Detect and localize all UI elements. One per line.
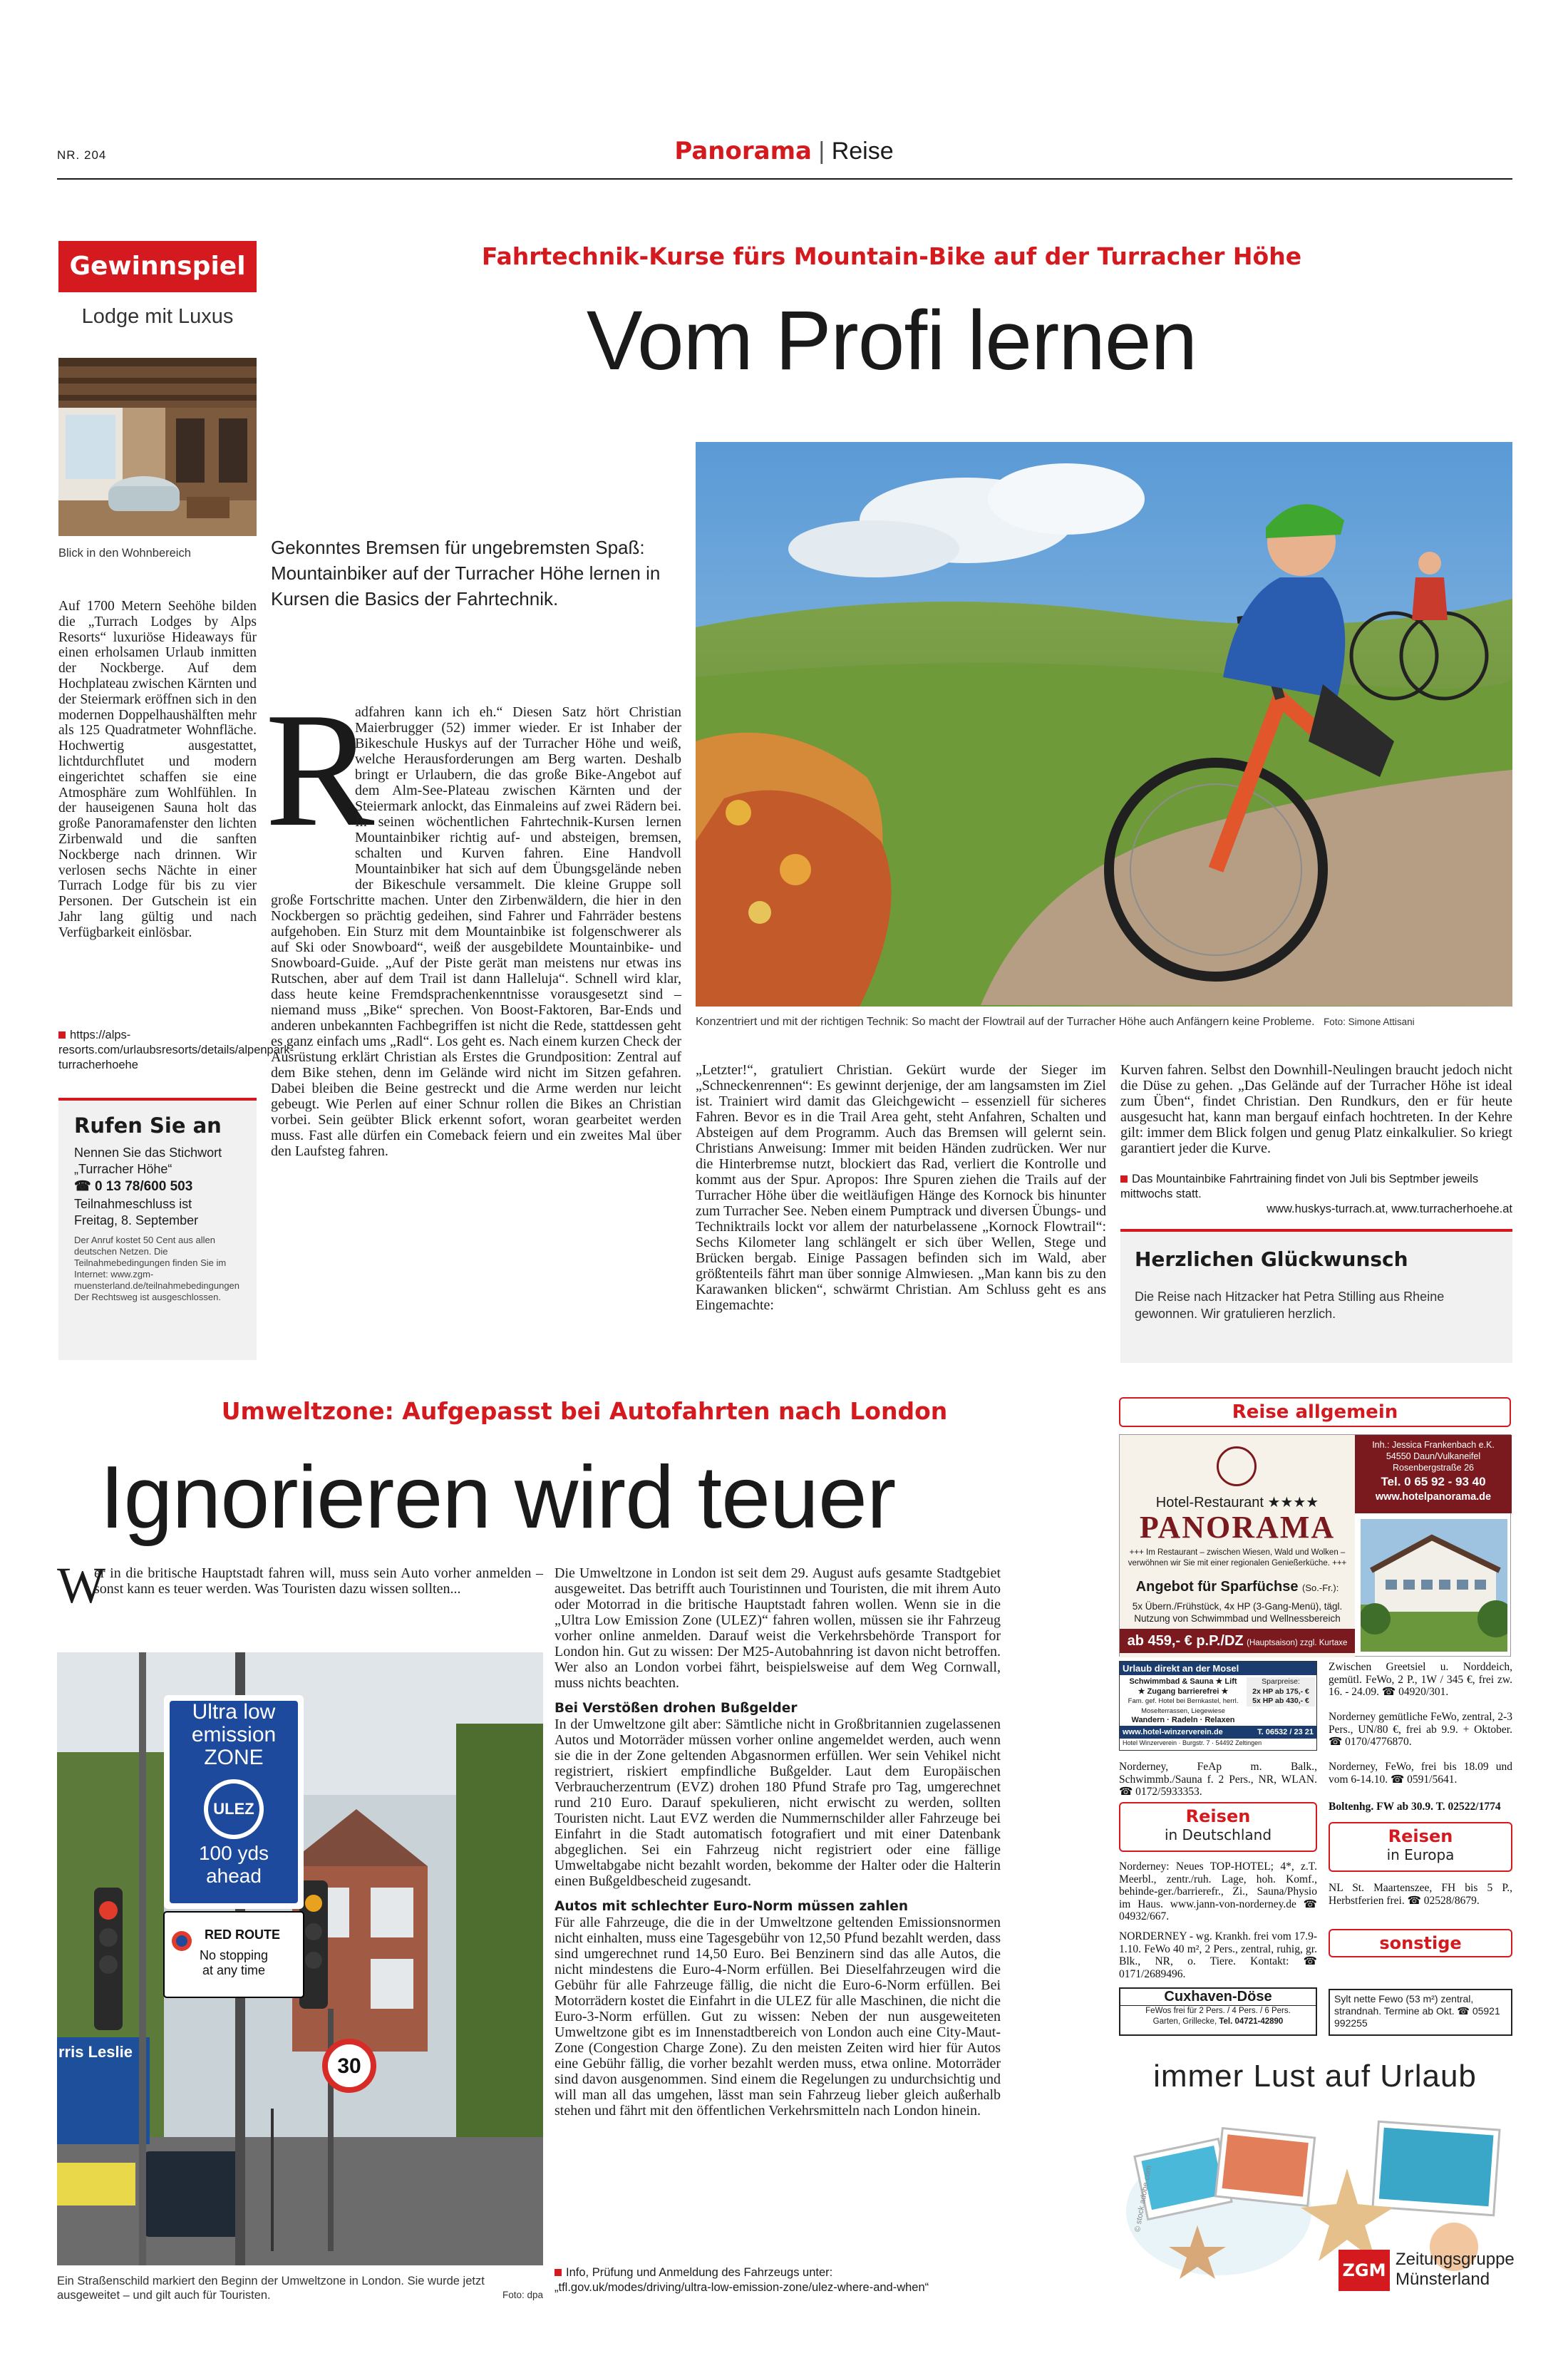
reisen-eu-t2: in Europa — [1386, 1846, 1455, 1863]
promo-title: immer Lust auf Urlaub — [1153, 2059, 1477, 2094]
sylt-ad: Sylt nette Fewo (53 m²) zentral, strandnah. Termine ab Okt. ☎ 05921 992255 — [1329, 1989, 1512, 2036]
mosel-ad — [1119, 1661, 1317, 1751]
mosel-prices — [1247, 1677, 1315, 1707]
ulez-photo-caption-text: Ein Straßenschild markiert den Beginn der Umweltzone in London. Sie wurde jetzt ausgeweitet – und gilt auch für Touristen. — [57, 2275, 485, 2302]
congrats-title: Herzlichen Glückwunsch — [1135, 1247, 1408, 1271]
lead-col1 — [271, 704, 681, 1374]
cux-tel: Tel. 04721-42890 — [1219, 2017, 1284, 2026]
hotel-name: PANORAMA — [1139, 1510, 1336, 1545]
call-keyword: „Turracher Höhe“ — [74, 1162, 172, 1176]
hotel-addr1: 54550 Daun/Vulkaneifel — [1386, 1451, 1481, 1461]
second-info-link[interactable]: „tfl.gov.uk/modes/driving/ultra-low-emission-zone/ulez-where-and-when“ — [555, 2281, 929, 2294]
zgm-brand — [1396, 2250, 1515, 2290]
cux-l2-wrap — [1120, 2017, 1316, 2027]
lead-photo — [696, 442, 1512, 1007]
second-info — [555, 2265, 1001, 2295]
reise-allgemein-header: Reise allgemein — [1119, 1397, 1511, 1427]
classified-greetsiel: Zwischen Greetsiel u. Norddeich, gemütl. FeWo, 2 P., 1W / 345 €, frei zw. 16. - 24.09. ☎ 04920/301. — [1329, 1661, 1512, 1698]
sign-line7: RED ROUTE — [204, 1927, 280, 1942]
lead-photo-caption-text: Konzentriert und mit der richtigen Technik: So macht der Flowtrail auf der Turracher Höhe auch Anfängern keine Probleme. — [696, 1016, 1315, 1028]
second-headline: Ignorieren wird teuer — [100, 1448, 896, 1547]
ulez-photo-credit: Foto: dpa — [502, 2290, 543, 2300]
lead-kicker: Fahrtechnik-Kurse fürs Mountain-Bike auf der Turracher Höhe — [481, 242, 1302, 270]
call-deadline1: Teilnahmeschluss ist — [74, 1197, 192, 1211]
ulez-photo-caption — [57, 2274, 543, 2302]
reisen-de-t1: Reisen — [1185, 1806, 1251, 1826]
classified-norderney-fewo2: Norderney, FeWo, frei bis 18.09 und vom 6-14.10. ☎ 0591/5641. — [1329, 1761, 1512, 1786]
hotel-tel: Tel. 0 65 92 - 93 40 — [1381, 1475, 1486, 1488]
hotel-ad-contact — [1355, 1435, 1512, 1513]
classified-norderney-feap: Norderney, FeAp m. Balk., Schwimmb./Sauna f. 2 Pers., NR, WLAN. ☎ 0172/5933353. — [1119, 1761, 1317, 1798]
hotel-offer — [1120, 1579, 1355, 1595]
cux-title: Cuxhaven-Döse — [1120, 1989, 1316, 2006]
hotel-panorama-ad — [1119, 1434, 1511, 1657]
section-name: Panorama — [674, 137, 812, 165]
speed-limit-text: 30 — [337, 2054, 361, 2078]
mosel-tel: T. 06532 / 23 21 — [1257, 1728, 1314, 1736]
promo-stock-credit: © stock.adobe.com — [1133, 2165, 1154, 2233]
hotel-logo-icon — [1217, 1446, 1257, 1486]
mosel-text — [1121, 1677, 1245, 1726]
zgm-brand2: Münsterland — [1396, 2270, 1490, 2289]
hotel-tagline: +++ Im Restaurant – zwischen Wiesen, Wald und Wolken – verwöhnen wir Sie mit einer regionalen Genießerküche. +++ — [1128, 1548, 1347, 1568]
second-intro — [57, 1565, 543, 1597]
classified-top-hotel: Norderney: Neues TOP-HOTEL; 4*, z.T. Meerbl., zentr./ruh. Lage, hoh. Komf., behinde-ger./barrierefr., Zi., Sauna/Physio im Haus. www.jann-von-norderney.de ☎ 04932/667. — [1119, 1860, 1317, 1923]
hotel-price-bar — [1120, 1629, 1355, 1653]
classified-norderney-fewo: Norderney gemütliche FeWo, zentral, 2-3 Pers., UN/80 €, frei ab 9.9. + Oktober. ☎ 0170/4776870. — [1329, 1711, 1512, 1748]
second-h2: Bei Verstößen drohen Bußgelder — [555, 1701, 798, 1716]
hotel-line1: Hotel-Restaurant ★★★★ — [1155, 1495, 1319, 1510]
header-rule — [57, 178, 1512, 180]
hotel-offer-title: Angebot für Sparfüchse — [1135, 1579, 1299, 1595]
sidebar-link-text: https://alps-resorts.com/urlaubsresorts/details/alpenpark-turracherhoehe — [58, 1029, 294, 1071]
red-square-icon — [58, 1031, 66, 1039]
section-title: Panorama | Reise — [674, 137, 894, 165]
subsection-name: Reise — [831, 138, 894, 165]
red-square-icon — [1120, 1175, 1128, 1183]
sign-ulez: ULEZ — [213, 1800, 254, 1818]
call-title: Rufen Sie an — [74, 1113, 222, 1138]
hotel-web: www.hotelpanorama.de — [1375, 1491, 1492, 1503]
zgm-logo: ZGM — [1339, 2250, 1390, 2291]
lead-col2 — [696, 1062, 1106, 1313]
sign-line8: No stopping — [199, 1948, 269, 1962]
classified-norderney-krankh: NORDERNEY - wg. Krankh. frei vom 17.9-1.10. FeWo 40 m², 2 Pers., zentral, ruhig, gr. Blk., NR, o. Tiere. Kontakt: ☎ 0171/2689496. — [1119, 1930, 1317, 1980]
sidebar-title: Lodge mit Luxus — [81, 305, 234, 328]
dropcap-spacer-2 — [57, 1565, 94, 1597]
second-col2 — [555, 1565, 1001, 2119]
sign-line5: 100 yds — [198, 1842, 269, 1864]
ulez-photo — [57, 1652, 543, 2265]
mosel-web[interactable]: www.hotel-winzerverein.de — [1123, 1728, 1223, 1736]
mosel-spar: Sparpreise: — [1262, 1677, 1300, 1686]
hotel-photo — [1361, 1519, 1507, 1652]
lead-photo-caption — [696, 1015, 1512, 1029]
mosel-l1: Schwimmbad & Sauna ★ Lift — [1129, 1677, 1237, 1686]
reisen-europa-header — [1329, 1822, 1512, 1872]
second-kicker: Umweltzone: Aufgepasst bei Autofahrten nach London — [221, 1397, 948, 1425]
lead-col1-text: adfahren kann ich eh.“ Diesen Satz hört Christian Maierbrugger (52) immer wieder. Er ist Inhaber der Bikeschule Huskys auf der Turracher Höhe und weiß, welche Herausforderungen am Berg warten. Deshalb bringt er Urlaubern, die das große Bike-Angebot auf dem Alm-See-Plateau zwischen Kärnten und der Steiermark anlockt, das Einmaleins auf zwei Rädern bei. In seinen wöchentlichen Fahrtechnik-Kursen lernen Mountainbiker richtig auf- und absteigen, bremsen, schalten und Kurven fahren. Eine Handvoll Mountainbiker hat sich auf dem Übungsgelände neben der Bikeschule versammelt. Die kleine Gruppe soll große Fortschritte machen. Unter den Zirbenwäldern, die hier in den Nockbergen so prächtig gedeihen, sind Fahrer und Fahrräder bestens aufgehoben. Ein Sturz mit dem Mountainbike ist folgenschwerer als auf Ski oder Snowboard“, weiß der ausgebildete Mountainbike- und Snowboard-Guide. „Auf der Piste gerät man meistens nur etwas ins Rutschen, aber auf dem Trail ist dann Halleluja“. Schnell wird klar, dass heute keine Fremdsprachenkenntnisse vorausgesetzt sind – niemand muss „Bike“ sprechen. Von Boost-Faktoren, Bar-Ends und anderen unbekannten Fachbegriffen ist nicht die Rede, stattdessen geht es ganz einfach ums „Radl“. Los geht es. Nach einem kurzen Check der Ausrüstung erklärt Christian als Erstes die Grundposition: Zentral auf dem Bike stehen, denn im Gelände wird nicht im Sitzen gefahren. Dabei bleiben die Beine gestreckt und die Arme werden nur leicht gebeugt. Wie Perlen auf einer Schnur rollen die Bikes an Christian vorbei. Sein geübter Blick erkennt sofort, woran gearbeitet werden muss. Fast alle dürfen ein Comeback feiern und ein zweites Mal über den Laufsteg fahren. — [271, 704, 681, 1159]
sonstige-header: sonstige — [1329, 1929, 1512, 1957]
reisen-de-t2: in Deutschland — [1164, 1826, 1272, 1843]
red-route-text — [170, 1927, 298, 1978]
mosel-title: Urlaub direkt an der Mosel — [1120, 1662, 1316, 1675]
congrats-box — [1120, 1229, 1512, 1363]
hotel-offer-small: (So.-Fr.): — [1302, 1582, 1339, 1593]
sign-line1: Ultra low — [192, 1700, 276, 1724]
issue-number: NR. 204 — [57, 148, 107, 162]
lead-note-links[interactable]: www.huskys-turrach.at, www.turracherhoehe.at — [1267, 1203, 1512, 1215]
lodge-photo — [58, 358, 257, 536]
mosel-l3: Fam. gef. Hotel bei Bernkastel, herrl. Moselterrassen, Liegewiese — [1128, 1697, 1239, 1715]
lead-dropcap: R — [265, 679, 375, 860]
second-dropcap: W — [57, 1557, 105, 1614]
red-square-icon — [555, 2269, 562, 2276]
lead-col3 — [1120, 1062, 1512, 1156]
lead-note — [1120, 1172, 1512, 1217]
sign-line6: ahead — [206, 1865, 262, 1887]
reisen-eu-t1: Reisen — [1388, 1826, 1453, 1846]
lead-note-text: Das Mountainbike Fahrtraining findet von Juli bis Septmber jeweils mittwochs statt. — [1120, 1173, 1479, 1200]
call-box — [58, 1098, 257, 1360]
gewinnspiel-badge: Gewinnspiel — [58, 241, 257, 292]
mosel-l2: ★ Zugang barrierefrei ★ — [1138, 1687, 1229, 1696]
call-deadline2: Freitag, 8. September — [74, 1213, 199, 1227]
lead-headline: Vom Profi lernen — [586, 294, 1197, 388]
hotel-addr2: Rosenbergstraße 26 — [1393, 1463, 1474, 1473]
sidebar-body — [58, 599, 257, 941]
hotel-price: ab 459,- € p.P./DZ — [1127, 1633, 1244, 1649]
cux-l2: Garten, Grillecke, — [1152, 2017, 1217, 2026]
sign-text — [170, 1701, 298, 1888]
second-p1: Die Umweltzone in London ist seit dem 29. August aufs gesamte Stadtgebiet ausgeweitet. Das betrifft auch Touristinnen und Touristen, die mit ihrem Auto oder Motorrad in die britische Hauptstadt fahren wollen. Wenn sie in die „Ultra Low Emission Zone (ULEZ)“ fahren wollen, müssen sie ihr Fahrzeug vorher online anmelden. Darauf weist die Verkehrsbehörde Transport for London hin. Gut zu wissen: Der M25-Autobahnring ist davon nicht betroffen. Wer also an London vorbei fährt, beispielsweise auf dem Weg Cornwall, muss nichts beachten. — [555, 1565, 1001, 1691]
call-fineprint: Der Anruf kostet 50 Cent aus allen deutschen Netzen. Die Teilnahmebedingungen finden Sie im Internet: www.zgm-muensterland.de/teilnahmebedingungen Der Rechtsweg ist ausgeschlossen. — [74, 1235, 240, 1302]
classified-st-maartenszee: NL St. Maartenszee, FH bis 5 P., Herbstferien frei. ☎ 02528/8679. — [1329, 1882, 1512, 1907]
hotel-owner: Inh.: Jessica Frankenbach e.K. — [1372, 1440, 1495, 1450]
shop-sign-text: rris Leslie — [58, 2043, 133, 2061]
sign-line9: at any time — [202, 1963, 266, 1977]
dropcap-spacer — [271, 704, 355, 888]
mosel-l4: Wandern · Radeln · Relaxen — [1131, 1716, 1235, 1724]
second-p2: In der Umweltzone gilt aber: Sämtliche nicht in Großbritannien zugelassenen Autos und Motorräder müssen vorher online angemeldet werden, auch wenn sie die in der Zone geltenden Abgasnormen erfüllen. Wer sein Vehikel nicht registriert, riskiert empfindliche Bußgelder. Laut dem Europäischen Verbraucherzentrum (EVZ) drohen 180 Pfund Strafe pro Tag, umgerechnet rund 210 Euro. Darauf spekulieren, nicht erwischt zu werden, sollten Touristen nicht. Laut EVZ werden die Nummernschilder aller Fahrzeuge bei Einfahrt in die Stadt automatisch fotografiert und mit einer Datenbank abgeglichen. Sei ein Fahrzeug nicht registriert oder eine fällige Umweltabgabe nicht bezahlt worden, bekomme der Halter oder die Halterin einen Bußgeldbescheid zugesandt. — [555, 1716, 1001, 1889]
zgm-brand1: Zeitungsgruppe — [1396, 2250, 1515, 2269]
cux-l1: FeWos frei für 2 Pers. / 4 Pers. / 6 Pers. — [1145, 2007, 1291, 2015]
reisen-deutschland-header — [1119, 1802, 1317, 1852]
lead-col3-text: Kurven fahren. Selbst den Downhill-Neulingen braucht jedoch nicht die Düse zu gehen. „Das Gelände auf der Turracher Höhe ist ideal zum Üben“, findet Christian. Den Rundkurs, den er für heute ausgesucht hat, kann man bergauf einfach hochtreten. In der Kehre gilt: immer dem Blick folgen und genug Platz einkalkulier. So kriegt garantiert jeder die Kurve. — [1120, 1062, 1512, 1156]
second-p3: Für alle Fahrzeuge, die die in der Umweltzone geltenden Emissionsnormen nicht einhalten, muss eine Tagesgebühr von 12,50 Pfund bezahlt werden, dass sind umgerechnet rund 14,50 Euro. Bei Benzinern sind das alle Autos, die nicht mindestens die Euro-4-Norm erfüllen. Bei Dieselfahrzeugen wird die Gebühr für alle Fahrzeuge fällig, die nicht die Euro-6-Norm erfüllen. Bei Motorrädern kostet die Einfahrt in die ULEZ für alle Maschinen, die nicht die Euro-3-Norm erfüllen. Gut zu wissen: Neben der nun ausgeweiteten Umweltzone gibt es im Innenstadtbereich von London auch eine City-Maut-Zone (Congestion Charge Zone). Zu den meisten Zeiten wird hier für Autos eine Gebühr fällig, die vorher bezahlt werden muss, etwa online. Motorräder sind davon ausgenommen. Sind einem die Regelungen zu undurchsichtig und will man all das umgehen, lässt man sein Fahrzeug lieber gleich außerhalb stehen und fährt mit den öffentlichen Verkehrsmitteln nach London hinein. — [555, 1915, 1001, 2119]
second-info-text: Info, Prüfung und Anmeldung des Fahrzeugs unter: — [566, 2266, 833, 2279]
sign-line2: emission — [191, 1723, 277, 1746]
mosel-web-bar — [1120, 1726, 1316, 1739]
mosel-addr: Hotel Winzerverein · Burgstr. 7 · 54492 Zeltingen — [1123, 1739, 1262, 1746]
second-intro-text: er in die britische Hauptstadt fahren will, muss sein Auto vorher anmelden – sonst kann es teuer werden. Was Touristen dazu wissen sollten... — [94, 1565, 543, 1597]
second-h3: Autos mit schlechter Euro-Norm müssen zahlen — [555, 1899, 908, 1914]
congrats-text: Die Reise nach Hitzacker hat Petra Stilling aus Rheine gewonnen. Wir gratulieren herzlich. — [1135, 1290, 1445, 1321]
lodge-photo-caption: Blick in den Wohnbereich — [58, 547, 191, 560]
cuxhaven-ad — [1119, 1987, 1317, 2036]
call-phone[interactable]: ☎ 0 13 78/600 503 — [74, 1179, 193, 1194]
lead-col2-text: „Letzter!“, gratuliert Christian. Gekürt wurde der Sieger im „Schneckenrennen“: Es gewinnt derjenige, der am langsamsten im Ziel ist. Trainiert wird damit das Gleichgewicht – essenziell für sicheres Fahren. Bevor es in die Trail Area geht, steht Anfahren, Schalten und Absteigen auf dem Programm. Auch das Bremsen will gelernt sein. Christians Anweisung: Immer mit beiden Händen zudrücken. Wer nur die Hinterbremse nutzt, blockiert das Rad, verliert die Kontrolle und kommt aus der Spur. Apropos: Ihre Spuren ziehen die Trails auf der Turracher Höhe über die weitläufigen Hänge des Kornock bis hinunter zum Turracher See. Neben einem Pumptrack und diversen Übungs- und Techniktrails lockt vor allem der naturbelassene „Kornock Flowtrail“: Sechs Kilometer lang schlängelt er sich über Wellen, Stege und Brücken bergab. Einige Passagen befinden sich im Wald, aber größtenteils fährt man über sonnige Almwiesen. „Man kann bis zu den Karawanken blicken“, schwärmt Christian. Am Schluss geht es ans Eingemachte: — [696, 1062, 1106, 1313]
classified-boltenhagen: Boltenhg. FW ab 30.9. T. 02522/1774 — [1329, 1801, 1501, 1813]
hotel-price-small: (Hauptsaison) zzgl. Kurtaxe — [1247, 1639, 1348, 1647]
mosel-p1: 2x HP ab 175,- € — [1252, 1687, 1309, 1696]
sidebar-link[interactable] — [58, 1028, 294, 1073]
call-line1: Nennen Sie das Stichwort — [74, 1146, 222, 1160]
mosel-p2: 5x HP ab 430,- € — [1252, 1697, 1309, 1705]
sign-line3: ZONE — [204, 1746, 264, 1769]
lead-teaser: Gekonntes Bremsen für ungebremsten Spaß: Mountainbiker auf der Turracher Höhe lernen in Kursen die Basics der Fahrtechnik. — [271, 537, 661, 609]
sidebar-body-text: Auf 1700 Metern Seehöhe bilden die „Turrach Lodges by Alps Resorts“ luxuriöse Hideaways für einen erholsamen Urlaub inmitten der Nockberge. Auf dem Hochplateau zwischen Kärnten und der Steiermark eröffnen sich in den modernen Doppelhaushälften mehr als 125 Quadratmeter Wohnfläche. Hochwertig ausgestattet, lichtdurchflutet und modern eingerichtet schaffen sie eine Atmosphäre zum Wohlfühlen. In der hauseigenen Sauna holt das große Panoramafenster den lichten Zirbenwald und die sanften Nockberge nach drinnen. Wir verlosen sechs Nächte in einer Turrach Lodge für bis zu vier Personen. Der Gutschein ist ein Jahr lang gültig und nach Verfügbarkeit einlösbar. — [58, 599, 257, 940]
lead-photo-credit: Foto: Simone Attisani — [1324, 1016, 1415, 1027]
hotel-offer-text: 5x Übern./Frühstück, 4x HP (3-Gang-Menü), tägl. Nutzung von Schwimmbad und Wellnessbereich — [1132, 1601, 1343, 1624]
